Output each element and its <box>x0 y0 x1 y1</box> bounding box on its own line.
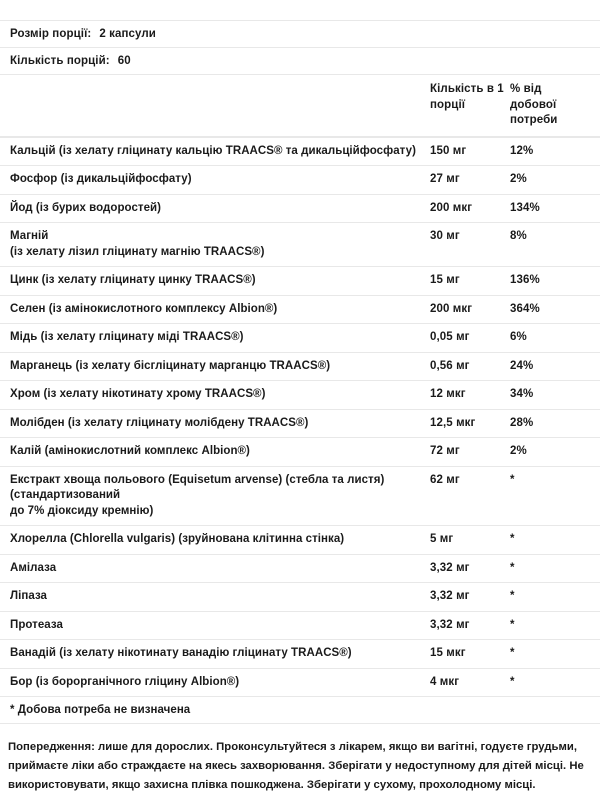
nutrient-daily-value: 134% <box>510 201 540 214</box>
nutrient-name: Хлорелла (Chlorella vulgaris) (зруйнована клітинна стінка) <box>10 533 345 546</box>
table-row <box>0 526 600 555</box>
serving-size-label: Розмір порції: <box>10 28 92 40</box>
nutrient-amount: 200 мкг <box>430 302 473 315</box>
nutrient-name-cell <box>10 675 430 691</box>
nutrient-amount: 150 мг <box>430 144 467 157</box>
nutrient-name-cell <box>10 473 430 520</box>
table-row <box>0 467 600 527</box>
table-row <box>0 223 600 267</box>
nutrient-daily-value: 12% <box>510 144 534 157</box>
nutrient-daily-value: 2% <box>510 445 527 458</box>
nutrient-daily-value: 2% <box>510 173 527 186</box>
nutrient-name: Ліпаза <box>10 590 48 603</box>
daily-value-footnote: * Добова потреба не визначена <box>0 697 600 724</box>
nutrient-amount: 12,5 мкг <box>430 416 476 429</box>
table-row <box>0 324 600 353</box>
nutrient-daily-value: 364% <box>510 302 540 315</box>
table-row <box>0 612 600 641</box>
nutrient-amount: 27 мг <box>430 173 460 186</box>
nutrient-amount: 0,05 мг <box>430 331 470 344</box>
nutrient-name-cell <box>10 618 430 634</box>
nutrient-name: Ванадій (із хелату нікотинату ванадію гліцинату TRAACS®) <box>10 647 352 660</box>
nutrient-amount: 15 мг <box>430 274 460 287</box>
nutrient-daily-value: * <box>510 618 515 631</box>
nutrient-amount: 72 мг <box>430 445 460 458</box>
warning-text: Попередження: лише для дорослих. Проконсультуйтеся з лікарем, якщо ви вагітні, годуєте грудьми, приймаєте ліки або страждаєте на якесь захворювання. Зберігати у недоступному для дітей місці. Не використовувати, якщо захисна плівка пошкоджена. Зберігати у сухому, прохолодному місці. <box>8 741 584 791</box>
table-row <box>0 353 600 382</box>
nutrient-name: Мідь (із хелату гліцинату міді TRAACS®) <box>10 331 244 344</box>
nutrient-name: Цинк (із хелату гліцинату цинку TRAACS®) <box>10 274 256 287</box>
nutrient-name-cell <box>10 416 430 432</box>
nutrient-name: Марганець (із хелату бісгліцинату марганцю TRAACS®) <box>10 359 331 372</box>
table-row <box>0 166 600 195</box>
nutrient-name-cell <box>10 229 430 260</box>
nutrient-daily-value: * <box>510 590 515 603</box>
nutrient-name-cell <box>10 561 430 577</box>
nutrient-amount: 3,32 мг <box>430 561 470 574</box>
nutrient-name: Молібден (із хелату гліцинату молібдену TRAACS®) <box>10 416 309 429</box>
serving-count-value: 60 <box>117 55 131 67</box>
header-amount-column: Кількість в 1 порції <box>430 83 504 111</box>
nutrient-name-cell <box>10 201 430 217</box>
nutrient-amount: 200 мкг <box>430 201 473 214</box>
nutrient-name-cell <box>10 302 430 318</box>
nutrient-amount: 30 мг <box>430 230 460 243</box>
nutrient-source-detail: до 7% діоксиду кремнію) <box>10 504 154 517</box>
table-row <box>0 583 600 612</box>
nutrient-rows-container <box>0 137 600 698</box>
nutrient-name: Протеаза <box>10 618 63 631</box>
nutrient-daily-value: 34% <box>510 388 534 401</box>
table-row <box>0 195 600 224</box>
serving-count-label: Кількість порцій: <box>10 55 110 67</box>
nutrient-daily-value: 24% <box>510 359 534 372</box>
nutrient-name: Магній <box>10 230 49 243</box>
nutrient-name-cell <box>10 646 430 662</box>
nutrient-daily-value: 8% <box>510 230 527 243</box>
table-row <box>0 555 600 584</box>
nutrient-name-cell <box>10 273 430 289</box>
nutrient-amount: 3,32 мг <box>430 618 470 631</box>
nutrient-name: Йод (із бурих водоростей) <box>10 201 162 214</box>
table-row <box>0 296 600 325</box>
nutrient-name: Калій (амінокислотний комплекс Albion®) <box>10 445 250 458</box>
header-daily-value-column: % від добової потреби <box>510 83 558 127</box>
nutrient-name: Кальцій (із хелату гліцинату кальцію TRAACS® та дикальційфосфату) <box>10 144 416 157</box>
nutrient-name: Фосфор (із дикальційфосфату) <box>10 173 192 186</box>
nutrient-daily-value: * <box>510 533 515 546</box>
nutrient-amount: 3,32 мг <box>430 590 470 603</box>
nutrient-name: Амілаза <box>10 561 57 574</box>
serving-count-row <box>0 48 600 75</box>
nutrient-name-cell <box>10 589 430 605</box>
nutrient-amount: 4 мкг <box>430 675 460 688</box>
serving-size-row <box>0 20 600 48</box>
nutrient-name-cell <box>10 330 430 346</box>
nutrient-amount: 0,56 мг <box>430 359 470 372</box>
nutrient-daily-value: 28% <box>510 416 534 429</box>
nutrient-name: Бор (із борорганічного гліцину Albion®) <box>10 675 240 688</box>
nutrient-name: Хром (із хелату нікотинату хрому TRAACS®) <box>10 388 266 401</box>
nutrient-name-cell <box>10 444 430 460</box>
nutrient-name: Селен (із амінокислотного комплексу Albion®) <box>10 302 278 315</box>
table-row <box>0 267 600 296</box>
nutrient-name: Екстракт хвоща польового (Equisetum arvense) (стебла та листя) (стандартизований <box>10 473 385 502</box>
nutrient-name-cell <box>10 144 430 160</box>
nutrient-amount: 15 мкг <box>430 647 466 660</box>
nutrient-daily-value: * <box>510 647 515 660</box>
nutrient-name-cell <box>10 359 430 375</box>
nutrient-daily-value: * <box>510 561 515 574</box>
table-header-row <box>0 75 600 137</box>
nutrient-amount: 62 мг <box>430 473 460 486</box>
nutrient-name-cell <box>10 172 430 188</box>
nutrient-amount: 12 мкг <box>430 388 466 401</box>
table-row <box>0 381 600 410</box>
table-row <box>0 438 600 467</box>
nutrient-name-cell <box>10 387 430 403</box>
nutrient-name-cell <box>10 532 430 548</box>
nutrient-daily-value: 6% <box>510 331 527 344</box>
table-row <box>0 640 600 669</box>
table-row <box>0 669 600 698</box>
serving-size-value: 2 капсули <box>99 28 156 40</box>
table-row <box>0 137 600 167</box>
table-row <box>0 410 600 439</box>
nutrient-amount: 5 мг <box>430 533 454 546</box>
nutrient-daily-value: * <box>510 675 515 688</box>
nutrient-source-detail: (із хелату лізил гліцинату магнію TRAACS®) <box>10 245 265 258</box>
nutrient-daily-value: 136% <box>510 274 540 287</box>
nutrient-daily-value: * <box>510 473 515 486</box>
